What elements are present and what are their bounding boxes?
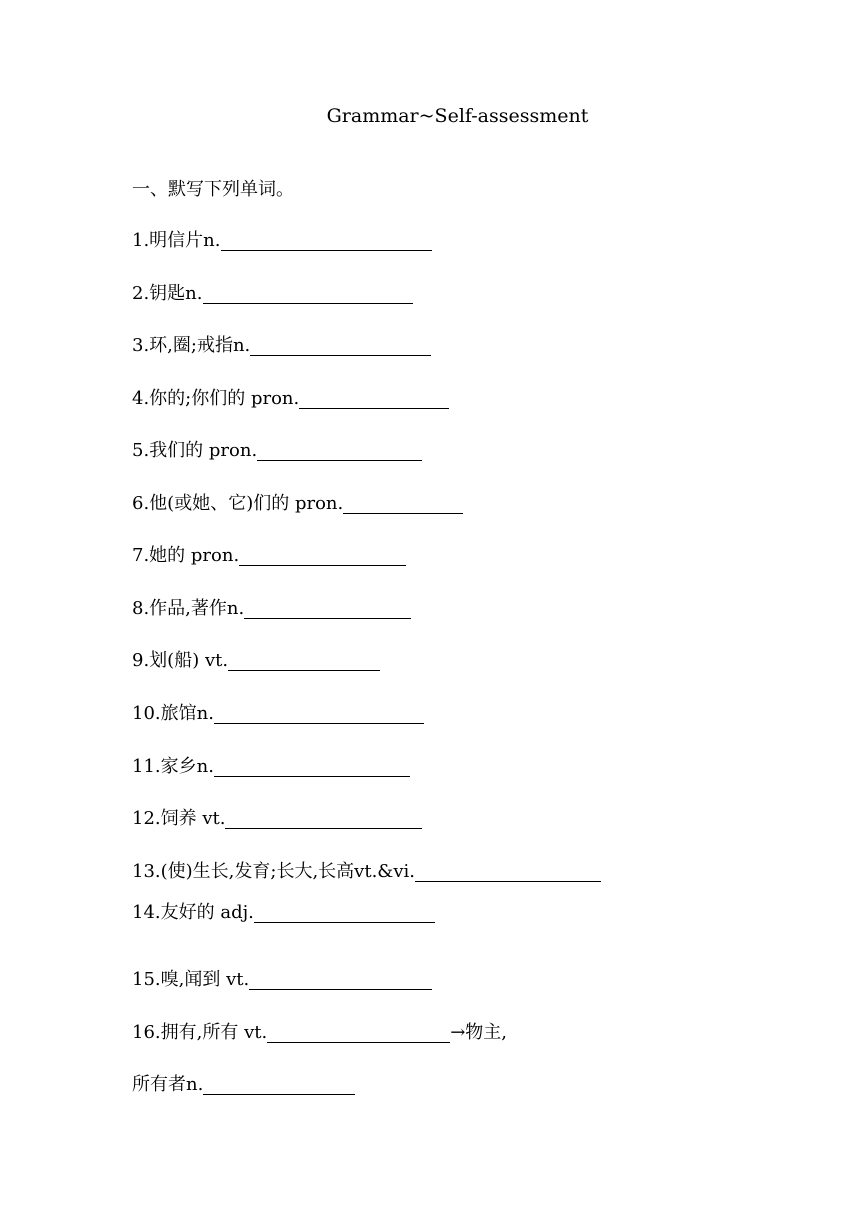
answer-blank[interactable] (343, 493, 463, 514)
vocab-item-1 (132, 228, 432, 254)
answer-blank[interactable] (249, 969, 432, 990)
answer-blank[interactable] (244, 598, 411, 619)
vocab-item-5 (132, 438, 422, 464)
page-title: Grammar~Self-assessment (326, 105, 589, 127)
vocab-item-2 (132, 281, 413, 307)
vocab-prompt: 7.她的 pron. (132, 545, 240, 566)
vocab-prompt: 16.拥有,所有 vt. (132, 1022, 268, 1043)
vocab-prompt: 8.作品,著作n. (132, 598, 245, 619)
vocab-suffix: →物主, (450, 1022, 508, 1043)
vocab-prompt: 1.明信片n. (132, 230, 221, 251)
answer-blank[interactable] (250, 335, 431, 356)
answer-blank[interactable] (267, 1022, 450, 1043)
vocab-prompt: 10.旅馆n. (132, 703, 214, 724)
vocab-prompt: 6.他(或她、它)们的 pron. (132, 493, 344, 514)
vocab-item-14 (132, 900, 435, 926)
answer-blank[interactable] (228, 650, 380, 671)
vocab-item-7 (132, 543, 406, 569)
answer-blank[interactable] (257, 440, 422, 461)
vocab-prompt: 5.我们的 pron. (132, 440, 258, 461)
vocab-prompt: 14.友好的 adj. (132, 902, 254, 923)
vocab-prompt: 12.饲养 vt. (132, 808, 226, 829)
vocab-prompt: 3.环,圈;戒指n. (132, 335, 251, 356)
vocab-item-12 (132, 806, 422, 832)
vocab-prompt: 9.划(船) vt. (132, 650, 229, 671)
vocab-item-16-continuation (132, 1072, 355, 1098)
answer-blank[interactable] (239, 545, 406, 566)
vocab-item-16 (132, 1020, 507, 1046)
answer-blank[interactable] (415, 861, 601, 882)
answer-blank[interactable] (254, 902, 435, 923)
vocab-prompt: 所有者n. (132, 1074, 204, 1095)
vocab-prompt: 11.家乡n. (132, 756, 214, 777)
answer-blank[interactable] (214, 756, 410, 777)
vocab-item-11 (132, 754, 410, 780)
answer-blank[interactable] (214, 703, 424, 724)
answer-blank[interactable] (225, 808, 422, 829)
vocab-item-6 (132, 491, 463, 517)
vocab-item-8 (132, 596, 411, 622)
vocab-prompt: 13.(使)生长,发育;长大,长高vt.&vi. (132, 861, 415, 882)
vocab-prompt: 2.钥匙n. (132, 283, 203, 304)
vocab-item-4 (132, 386, 449, 412)
vocab-item-13 (132, 859, 601, 885)
answer-blank[interactable] (221, 230, 432, 251)
answer-blank[interactable] (299, 388, 449, 409)
vocab-prompt: 4.你的;你们的 pron. (132, 388, 300, 409)
vocab-item-3 (132, 333, 431, 359)
vocab-item-10 (132, 701, 424, 727)
section-heading: 一、默写下列单词。 (132, 179, 294, 200)
answer-blank[interactable] (203, 1074, 355, 1095)
vocab-item-15 (132, 967, 432, 993)
answer-blank[interactable] (203, 283, 413, 304)
vocab-item-9 (132, 648, 380, 674)
vocab-prompt: 15.嗅,闻到 vt. (132, 969, 250, 990)
